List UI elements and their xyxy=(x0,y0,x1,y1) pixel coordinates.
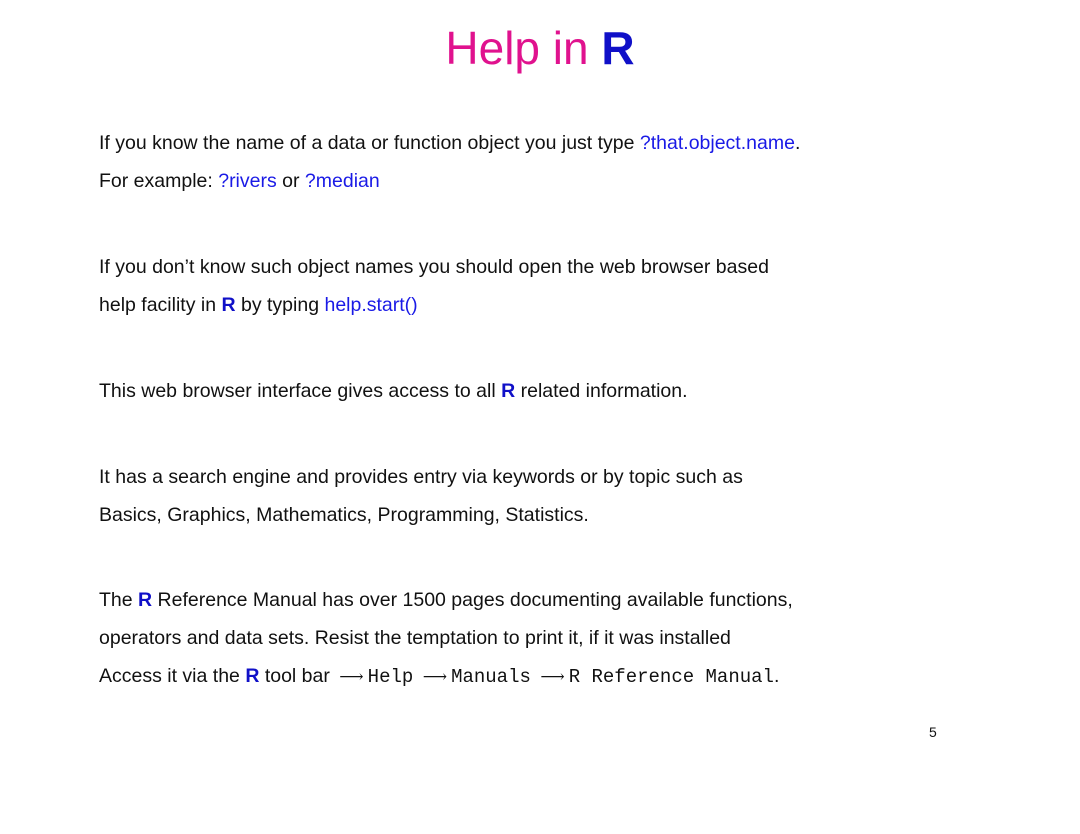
code-rivers: ?rivers xyxy=(218,170,277,192)
paragraph-line: Basics, Graphics, Mathematics, Programming, Statistics. xyxy=(99,504,589,526)
text: by typing xyxy=(235,294,325,316)
paragraph-help-by-name xyxy=(99,124,999,200)
paragraph-line xyxy=(99,372,999,410)
title-text: Help in xyxy=(445,22,602,74)
menu-path-help: Help xyxy=(367,666,414,688)
text: related information. xyxy=(515,380,688,402)
paragraph-line xyxy=(99,581,999,619)
r-logo: R xyxy=(221,294,236,316)
long-right-arrow-icon: ⟶ xyxy=(339,667,364,687)
code-help-start: help.start() xyxy=(324,294,418,316)
paragraph-line: If you don’t know such object names you should open the web browser based xyxy=(99,256,769,278)
r-logo: R xyxy=(245,665,260,687)
text: help facility in xyxy=(99,294,222,316)
long-right-arrow-icon: ⟶ xyxy=(540,667,565,687)
r-logo: R xyxy=(501,380,516,402)
paragraph-line xyxy=(99,286,999,324)
paragraph-line xyxy=(99,124,999,162)
text: Access it via the xyxy=(99,665,246,687)
menu-path-manuals: Manuals xyxy=(451,666,531,688)
page-number: 5 xyxy=(929,724,937,740)
code-median: ?median xyxy=(304,170,380,192)
menu-path-reference-manual: R Reference Manual xyxy=(568,666,774,688)
paragraph-reference-manual xyxy=(99,581,999,696)
slide-title xyxy=(0,18,1080,78)
code-that-object-name: ?that.object.name xyxy=(639,132,795,154)
text: or xyxy=(276,170,305,192)
long-right-arrow-icon: ⟶ xyxy=(422,667,448,687)
paragraph-help-start xyxy=(99,248,999,324)
text: . xyxy=(794,132,801,154)
paragraph-search-engine xyxy=(99,458,999,534)
title-r-logo: R xyxy=(601,22,635,74)
paragraph-line xyxy=(99,162,999,200)
text: For example: xyxy=(99,170,219,192)
paragraph-browser-interface xyxy=(99,372,999,410)
paragraph-line: operators and data sets. Resist the temptation to print it, if it was installed xyxy=(99,627,731,649)
text: The xyxy=(99,589,139,611)
text: . xyxy=(773,665,780,687)
text: tool bar xyxy=(259,665,336,687)
r-logo: R xyxy=(138,589,153,611)
text: If you know the name of a data or function object you just type xyxy=(99,132,640,154)
paragraph-line xyxy=(99,657,999,696)
text: Reference Manual has over 1500 pages documenting available functions, xyxy=(152,589,793,611)
text: This web browser interface gives access to all xyxy=(99,380,502,402)
paragraph-line: It has a search engine and provides entry via keywords or by topic such as xyxy=(99,466,743,488)
